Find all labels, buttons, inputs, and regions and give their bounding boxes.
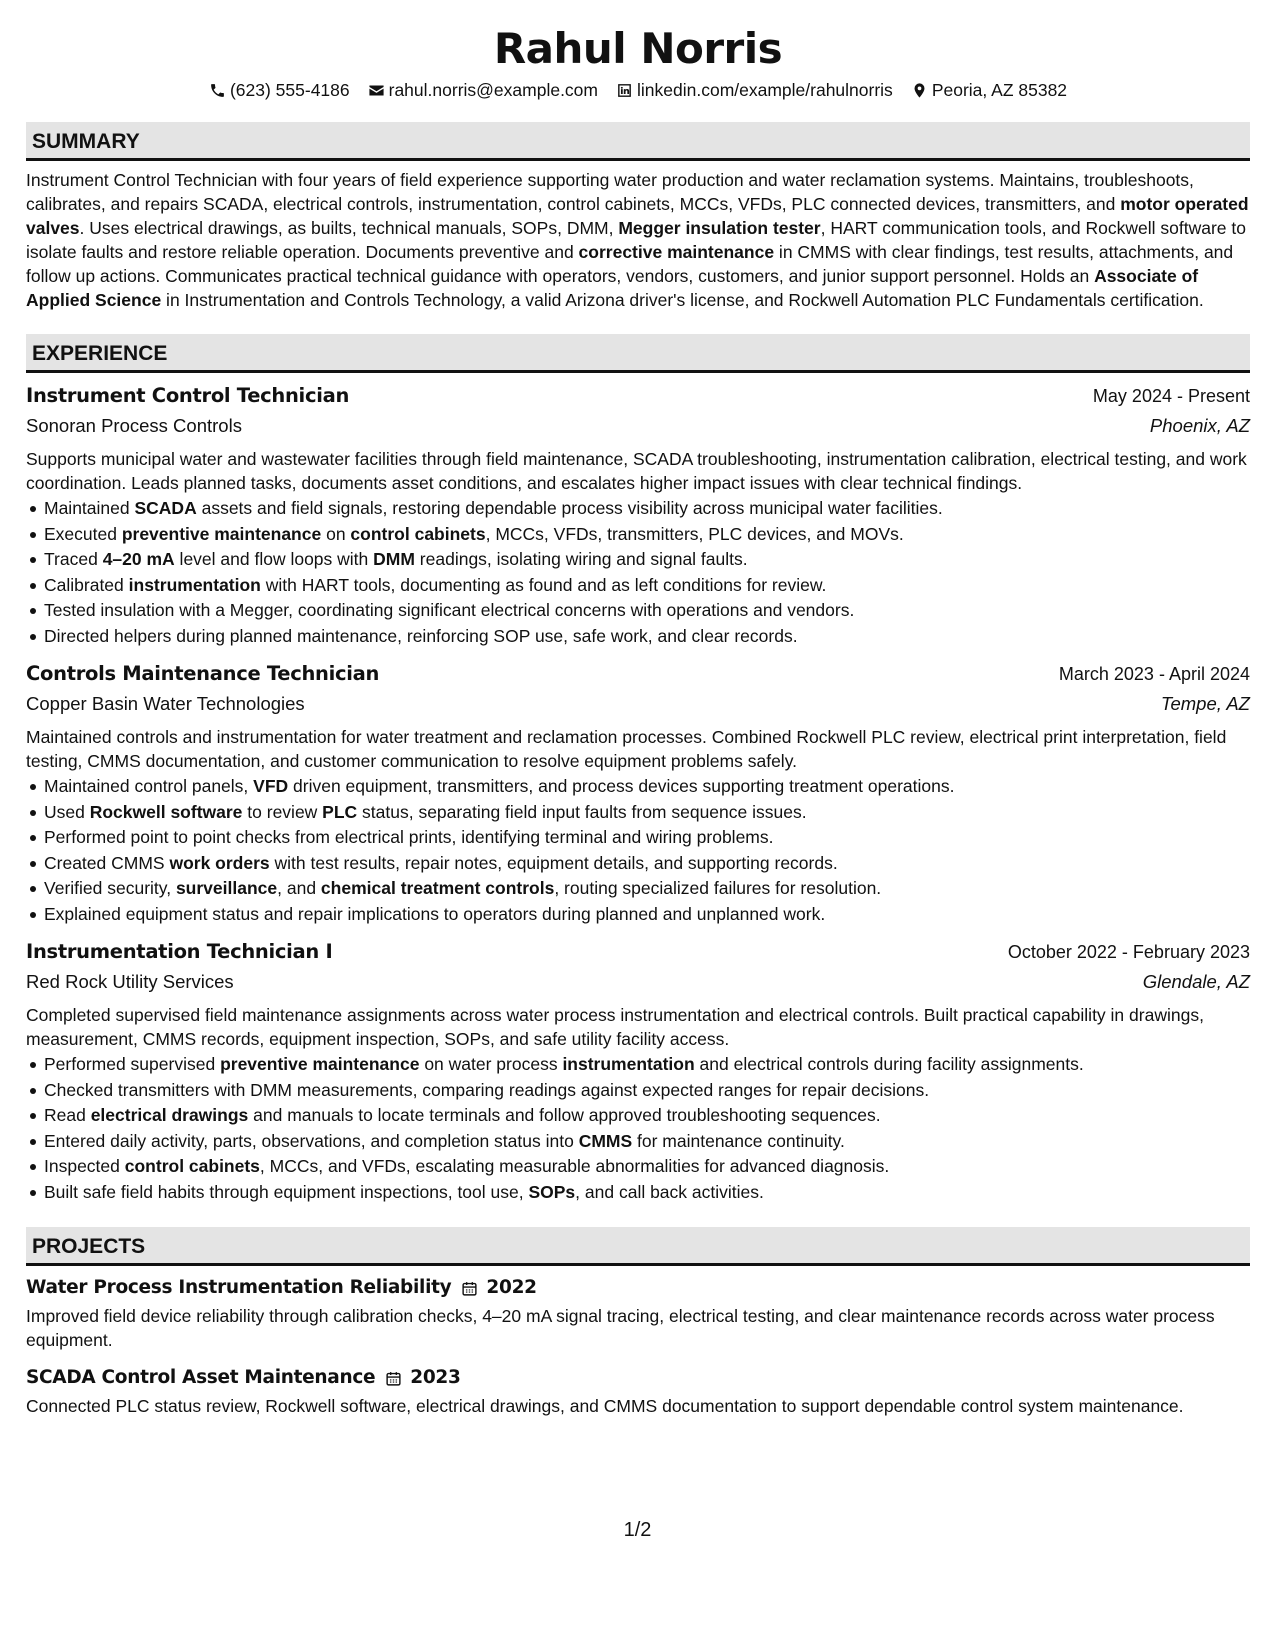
- job-bullet: Built safe field habits through equipment inspections, tool use, SOPs, and call back activities.: [26, 1180, 1250, 1206]
- job-description: Maintained controls and instrumentation for water treatment and reclamation processes. Combined Rockwell PLC review, electrical print interpretation, field testing, CMMS documentation, and customer communication to resolve equipment problems safely.: [26, 727, 1227, 771]
- job-title: Instrument Control Technician: [26, 384, 350, 407]
- email-text: rahul.norris@example.com: [388, 80, 598, 100]
- linkedin-text: linkedin.com/example/rahulnorris: [637, 80, 893, 100]
- contact-location: [911, 78, 1067, 102]
- job-bullet: Verified security, surveillance, and chemical treatment controls, routing specialized failures for resolution.: [26, 876, 1250, 902]
- section-heading-experience: EXPERIENCE: [26, 334, 1250, 373]
- job-bullet: Maintained control panels, VFD driven equipment, transmitters, and process devices supporting treatment operations.: [26, 774, 1250, 800]
- job-company: Red Rock Utility Services: [26, 971, 234, 992]
- project-entry: [26, 1364, 1250, 1418]
- contact-bar: [26, 78, 1250, 102]
- summary-keyword: Megger insulation tester: [618, 218, 821, 238]
- job-company: Sonoran Process Controls: [26, 415, 242, 436]
- project-year: 2022: [486, 1277, 537, 1298]
- contact-email[interactable]: [368, 78, 598, 102]
- summary-keyword: motor operated valves: [26, 194, 1249, 238]
- project-title: Water Process Instrumentation Reliability: [26, 1277, 452, 1298]
- job-bullet: Inspected control cabinets, MCCs, and VFDs, escalating measurable abnormalities for advanced diagnosis.: [26, 1154, 1250, 1180]
- job-bullets: [26, 774, 1250, 927]
- envelope-icon: [368, 82, 385, 99]
- calendar-icon: [461, 1280, 478, 1297]
- job-entry: [26, 937, 1250, 1205]
- job-location: Tempe, AZ: [1160, 693, 1250, 714]
- section-heading-summary: SUMMARY: [26, 122, 1250, 161]
- job-entry: [26, 659, 1250, 927]
- job-bullet: Tested insulation with a Megger, coordinating significant electrical concerns with operations and vendors.: [26, 598, 1250, 624]
- project-title: SCADA Control Asset Maintenance: [26, 1367, 376, 1388]
- job-bullets: [26, 1052, 1250, 1205]
- section-heading-projects: PROJECTS: [26, 1227, 1250, 1266]
- summary-text: Instrument Control Technician with four years of field experience supporting water production and water reclamation systems. Maintains, troubleshoots, calibrates, and repairs SCADA, electrical controls, instrumentation, control cabinets, MCCs, VFDs, PLC connected devices, transmitters, and: [26, 170, 1194, 214]
- job-bullet: Read electrical drawings and manuals to locate terminals and follow approved troubleshooting sequences.: [26, 1103, 1250, 1129]
- summary-text: . Uses electrical drawings, as builts, technical manuals, SOPs, DMM,: [79, 218, 619, 238]
- project-description: Connected PLC status review, Rockwell software, electrical drawings, and CMMS documentation to support dependable control system maintenance.: [26, 1396, 1184, 1416]
- job-bullet: Checked transmitters with DMM measurements, comparing readings against expected ranges for repair decisions.: [26, 1078, 1250, 1104]
- summary-keyword: Associate of Applied Science: [26, 266, 1199, 310]
- job-bullet: Directed helpers during planned maintenance, reinforcing SOP use, safe work, and clear records.: [26, 624, 1250, 650]
- page-number: 1/2: [623, 1519, 652, 1541]
- summary-text: in CMMS with clear findings, test results, attachments, and follow up actions. Communicates practical technical guidance with operators, vendors, customers, and junior support personnel. Holds an: [26, 242, 1234, 286]
- summary-text: , HART communication tools, and Rockwell software to isolate faults and restore reliable operation. Documents preventive and: [26, 218, 1246, 262]
- project-entry: [26, 1274, 1250, 1352]
- project-year: 2023: [410, 1367, 461, 1388]
- phone-text: (623) 555-4186: [229, 80, 350, 100]
- job-location: Phoenix, AZ: [1149, 415, 1250, 436]
- project-description: Improved field device reliability through calibration checks, 4–20 mA signal tracing, electrical testing, and clear maintenance records across water process equipment.: [26, 1306, 1215, 1350]
- job-dates: March 2023 - April 2024: [1058, 664, 1250, 684]
- job-bullet: Maintained SCADA assets and field signals, restoring dependable process visibility across municipal water facilities.: [26, 496, 1250, 522]
- contact-phone: [209, 78, 350, 102]
- job-bullet: Calibrated instrumentation with HART tools, documenting as found and as left conditions for review.: [26, 573, 1250, 599]
- job-bullet: Executed preventive maintenance on control cabinets, MCCs, VFDs, transmitters, PLC devices, and MOVs.: [26, 522, 1250, 548]
- job-location: Glendale, AZ: [1142, 971, 1250, 992]
- job-description: Supports municipal water and wastewater facilities through field maintenance, SCADA troubleshooting, instrumentation calibration, electrical testing, and work coordination. Leads planned tasks, documents asset conditions, and escalates higher impact issues with clear technical findings.: [26, 449, 1247, 493]
- job-bullets: [26, 496, 1250, 649]
- summary-text: in Instrumentation and Controls Technology, a valid Arizona driver's license, and Rockwell Automation PLC Fundamentals certification.: [161, 290, 1204, 310]
- job-bullet: Traced 4–20 mA level and flow loops with DMM readings, isolating wiring and signal faults.: [26, 547, 1250, 573]
- linkedin-icon: [616, 82, 633, 99]
- job-bullet: Explained equipment status and repair implications to operators during planned and unplanned work.: [26, 902, 1250, 928]
- job-entry: [26, 381, 1250, 649]
- contact-linkedin[interactable]: [616, 78, 893, 102]
- job-bullet: Created CMMS work orders with test results, repair notes, equipment details, and supporting records.: [26, 851, 1250, 877]
- job-title: Instrumentation Technician I: [26, 940, 333, 963]
- job-bullet: Performed point to point checks from electrical prints, identifying terminal and wiring problems.: [26, 825, 1250, 851]
- job-bullet: Entered daily activity, parts, observations, and completion status into CMMS for maintenance continuity.: [26, 1129, 1250, 1155]
- job-title: Controls Maintenance Technician: [26, 662, 380, 685]
- job-dates: May 2024 - Present: [1092, 386, 1250, 406]
- phone-icon: [209, 82, 226, 99]
- job-company: Copper Basin Water Technologies: [26, 693, 305, 714]
- map-pin-icon: [911, 82, 928, 99]
- job-bullet: Used Rockwell software to review PLC status, separating field input faults from sequence issues.: [26, 800, 1250, 826]
- job-bullet: Performed supervised preventive maintenance on water process instrumentation and electrical controls during facility assignments.: [26, 1052, 1250, 1078]
- calendar-icon: [385, 1370, 402, 1387]
- resume-page: [26, 22, 1250, 1418]
- summary-paragraph: [26, 168, 1250, 312]
- job-description: Completed supervised field maintenance assignments across water process instrumentation and electrical controls. Built practical capability in drawings, measurement, CMMS records, equipment inspection, SOPs, and safe utility facility access.: [26, 1005, 1204, 1049]
- job-dates: October 2022 - February 2023: [1007, 942, 1250, 962]
- location-text: Peoria, AZ 85382: [931, 80, 1068, 100]
- summary-keyword: corrective maintenance: [578, 242, 775, 262]
- candidate-name: Rahul Norris: [493, 24, 783, 73]
